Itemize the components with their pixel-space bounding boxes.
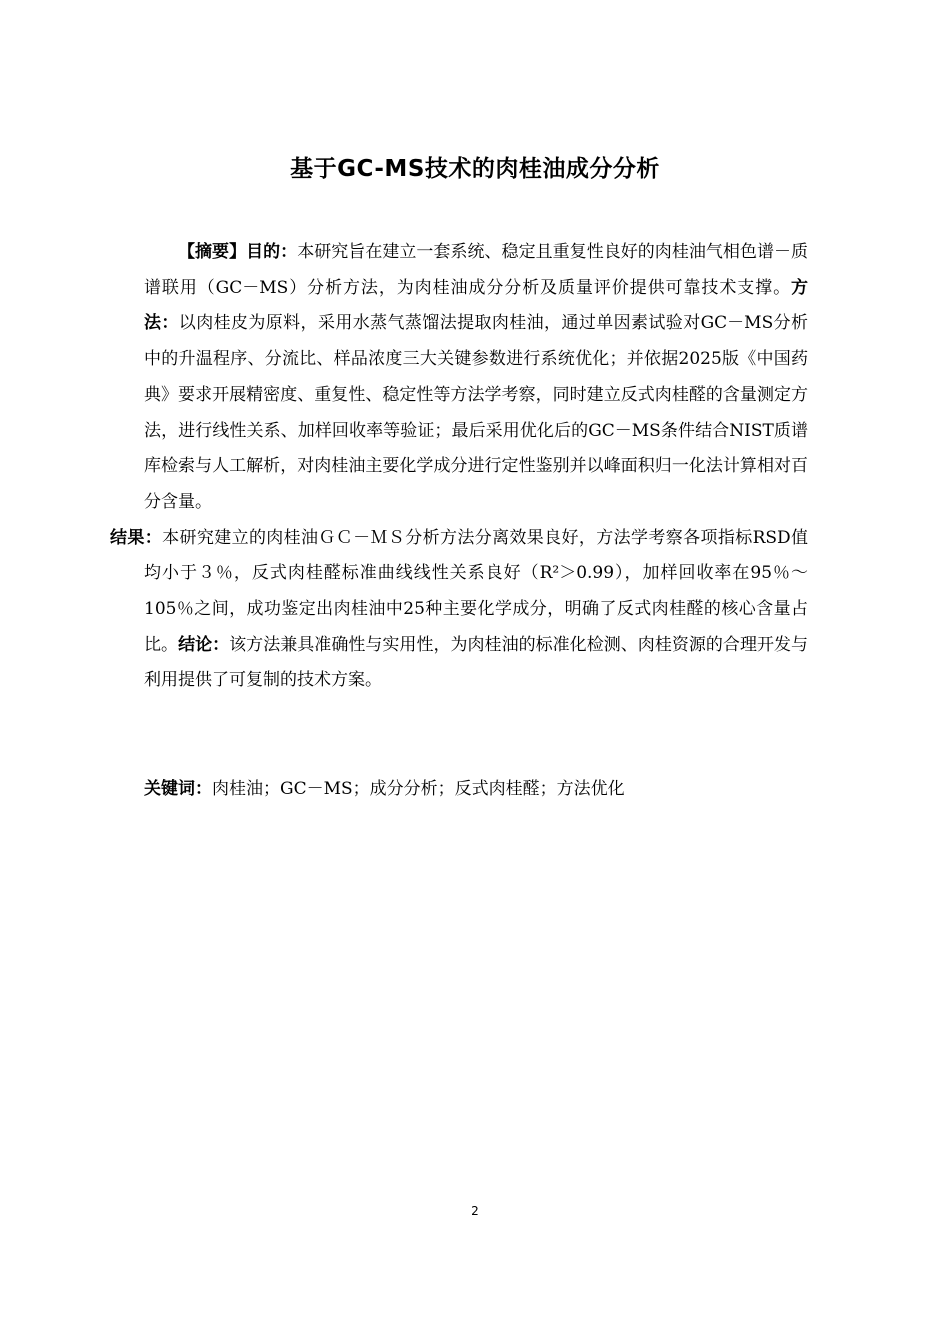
page-number: 2 <box>471 1204 479 1218</box>
page-title: 基于GC-MS技术的肉桂油成分分析 <box>290 156 660 182</box>
purpose-label: 目的： <box>246 242 298 262</box>
keywords-label: 关键词： <box>144 779 212 799</box>
result-label: 结果： <box>110 527 163 548</box>
method-label: 方法： <box>144 277 808 334</box>
method-text: 以肉桂皮为原料，采用水蒸气蒸馏法提取肉桂油，通过单因素试验对GC－MS分析中的升温程序、分流比、样品浓度三大关键参数进行系统优化；并依据2025版《中国药典》要求开展精密度、重复性、稳定性等方法学考察，同时建立反式肉桂醛的含量测定方法，进行线性关系、加样回收率等验证；最后采用优化后的GC－MS条件结合NIST质谱库检索与人工解析，对肉桂油主要化学成分进行定性鉴别并以峰面积归一化法计算相对百分含量。 <box>144 313 809 512</box>
purpose-text: 本研究旨在建立一套系统、稳定且重复性良好的肉桂油气相色谱－质谱联用（GC－MS）分析方法，为肉桂油成分分析及质量评价提供可靠技术支撑。 <box>144 242 809 298</box>
conclusion-label: 结论： <box>178 634 230 655</box>
result-text: 本研究建立的肉桂油ＧＣ－ＭＳ分析方法分离效果良好，方法学考察各项指标RSD值均小于３％，反式肉桂醛标准曲线线性关系良好（R²＞0.99），加样回收率在95％～105％之间，成功鉴定出肉桂油中25种主要化学成分，明确了反式肉桂醛的核心含量占比。 <box>144 527 809 655</box>
abstract-paragraph <box>110 235 809 699</box>
conclusion-text: 该方法兼具准确性与实用性，为肉桂油的标准化检测、肉桂资源的合理开发与利用提供了可复制的技术方案。 <box>144 634 809 691</box>
keywords-text: 肉桂油；GC－MS；成分分析；反式肉桂醛；方法优化 <box>212 779 625 799</box>
abstract-label: 【摘要】 <box>178 242 247 262</box>
keywords-line <box>144 772 808 807</box>
